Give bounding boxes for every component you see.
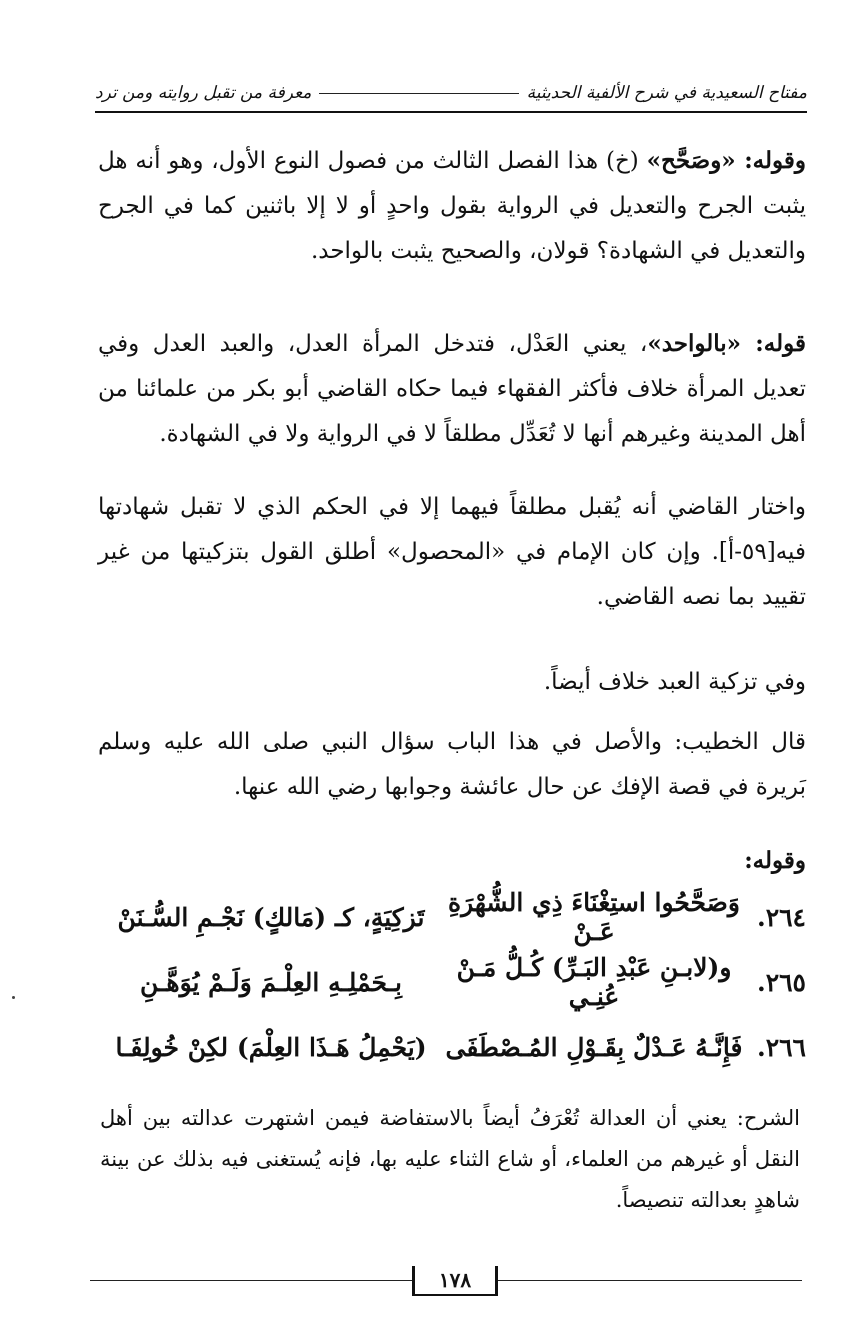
verse-second-hemistich: (يَحْمِلُ هَـذَا العِلْمَ) لكِنْ خُولِفَـا	[115, 1032, 427, 1062]
paragraph-text: واختار القاضي أنه يُقبل مطلقاً فيهما إلا في الحكم الذي لا تقبل شهادتها فيه[٥٩-أ]. وإن كان الإمام في «المحصول» أطلق القول بتزكيتها من غير تقييد بما نصه القاضي.	[98, 494, 806, 610]
verse-number: ٢٦٥.	[756, 967, 806, 997]
verse-first-hemistich: وَصَحَّحُوا استِغْنَاءَ ذِي الشُّهْرَةِ عَـنْ	[448, 888, 740, 946]
verse-second-hemistich: بِـحَمْلِـهِ العِلْـمَ وَلَـمْ يُوَهَّـنِ	[140, 967, 402, 997]
verse-265	[98, 953, 806, 1011]
paragraph-lead: وقوله: «وصَحَّح»	[646, 147, 807, 174]
verse-first-hemistich: و(لابـنِ عَبْدِ البَـرِّ) كُـلُّ مَـنْ عُنِـي	[456, 953, 732, 1011]
paragraph-4	[98, 660, 806, 705]
header-rule	[95, 111, 807, 113]
verse-number: ٢٦٦.	[756, 1032, 806, 1062]
paragraph-1	[98, 138, 806, 274]
running-header	[95, 78, 807, 108]
paragraph-lead: قوله: «بالواحد»	[647, 330, 806, 357]
paragraph-5	[98, 720, 806, 810]
paragraph-6	[98, 838, 806, 884]
paragraph-text: قال الخطيب: والأصل في هذا الباب سؤال النبي صلى الله عليه وسلم بَريرة في قصة الإفك عن حال عائشة وجوابها رضي الله عنها.	[98, 729, 806, 800]
chapter-title: معرفة من تقبل روايته ومن ترد	[95, 83, 312, 103]
scan-speck	[12, 996, 15, 999]
verse-number: ٢٦٤.	[756, 902, 806, 932]
paragraph-text: ، يعني العَدْل، فتدخل المرأة العدل، والعبد العدل وفي تعديل المرأة خلاف فأكثر الفقهاء فيما حكاه القاضي أبو بكر من علمائنا من أهل المدينة وغيرهم أنها لا تُعَدِّل مطلقاً لا في الرواية ولا في الشهادة.	[98, 331, 806, 447]
header-dash	[319, 93, 518, 94]
book-title: مفتاح السعيدية في شرح الألفية الحديثية	[526, 83, 807, 103]
paragraph-text: وفي تزكية العبد خلاف أيضاً.	[543, 669, 806, 695]
explanation-paragraph: الشرح: يعني أن العدالة تُعْرَفُ أيضاً بالاستفاضة فيمن اشتهرت عدالته بين أهل النقل أو غيرهم من العلماء، أو شاع الثناء عليه بها، فإنه يُستغنى فيه بذلك عن بينة شاهدٍ بعدالته تنصيصاً.	[100, 1106, 800, 1212]
paragraph-lead: وقوله:	[744, 847, 806, 874]
verse-first-hemistich: فَإِنَّـهُ عَـدْلٌ بِقَـوْلِ المُـصْطَفَى	[445, 1032, 743, 1062]
page-number: ١٧٨	[412, 1266, 498, 1296]
verse-264	[98, 888, 806, 946]
paragraph-3	[98, 485, 806, 620]
verse-second-hemistich: تَزكِيَةٍ، كـ (مَالكٍ) نَجْـمِ السُّـنَنْ	[117, 902, 425, 932]
paragraph-text: (خ) هذا الفصل الثالث من فصول النوع الأول، وهو أنه هل يثبت الجرح والتعديل في الرواية بقول واحدٍ أو لا إلا باثنين كما في الجرح والتعديل في الشهادة؟ قولان، والصحيح يثبت بالواحد.	[98, 148, 806, 264]
paragraph-2	[98, 321, 806, 457]
verse-266	[98, 1022, 806, 1072]
